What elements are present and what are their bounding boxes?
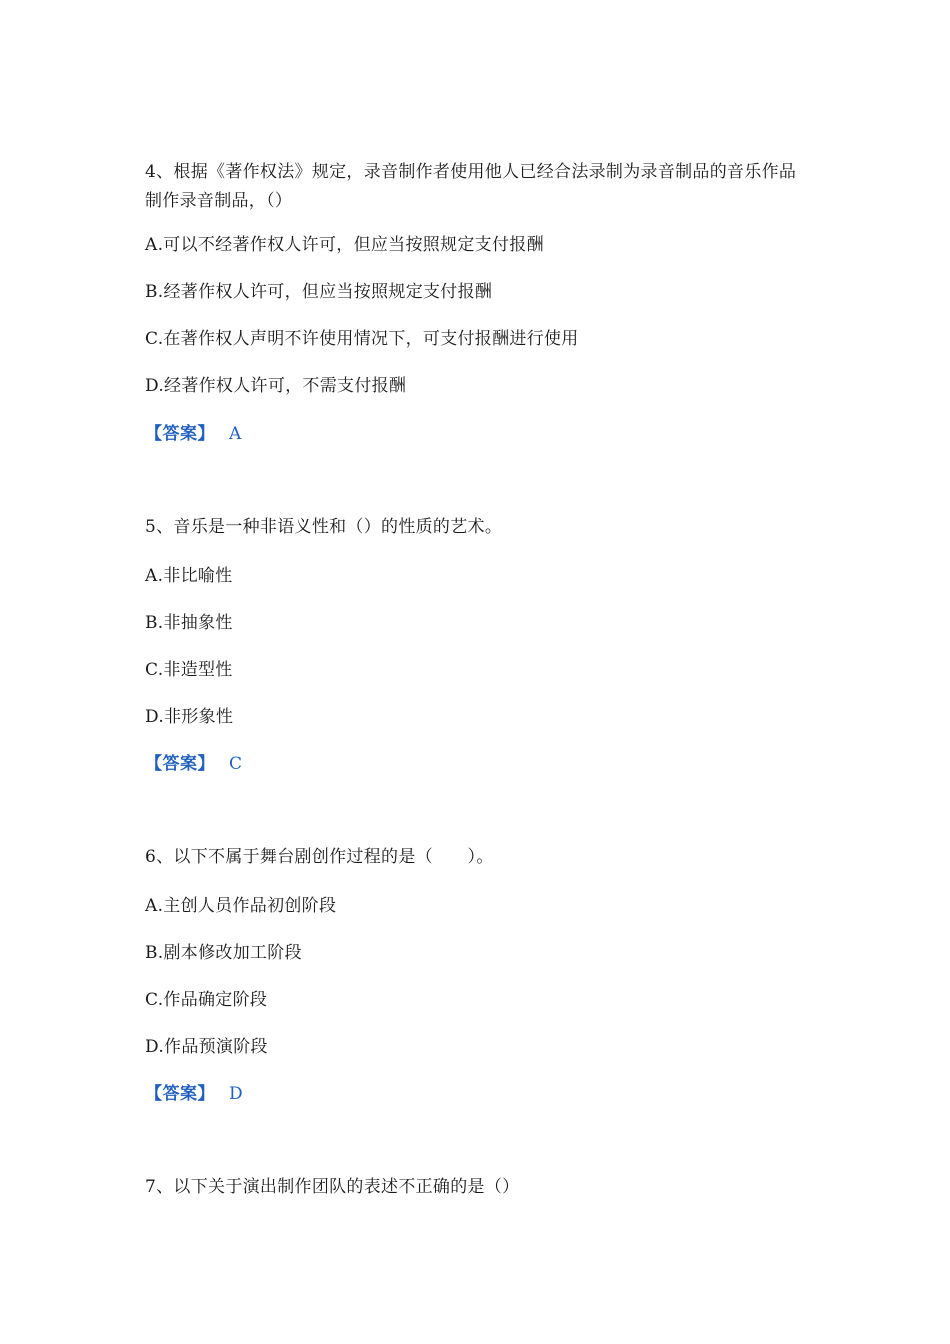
question-5-option-c: C.非造型性: [145, 660, 233, 680]
question-6-stem: 6、以下不属于舞台剧创作过程的是（ ）。: [145, 847, 494, 867]
question-6-option-d: D.作品预演阶段: [145, 1037, 268, 1057]
question-5-stem: 5、音乐是一种非语义性和（）的性质的艺术。: [145, 517, 503, 537]
answer-value: D: [229, 1084, 243, 1104]
question-7-stem: 7、以下关于演出制作团队的表述不正确的是（）: [145, 1177, 520, 1197]
question-5-option-a: A.非比喻性: [145, 566, 233, 586]
answer-value: A: [229, 424, 242, 444]
question-4-option-c: C.在著作权人声明不许使用情况下，可支付报酬进行使用: [145, 329, 579, 349]
question-4-option-b: B.经著作权人许可，但应当按照规定支付报酬: [145, 282, 493, 302]
question-4-option-d: D.经著作权人许可，不需支付报酬: [145, 376, 407, 396]
question-4-option-a: A.可以不经著作权人许可，但应当按照规定支付报酬: [145, 235, 544, 255]
question-4-answer: [145, 422, 241, 446]
question-6-answer: [145, 1082, 243, 1106]
answer-value: C: [229, 754, 243, 774]
question-6-option-a: A.主创人员作品初创阶段: [145, 896, 337, 916]
answer-tag: 【答案】: [145, 424, 215, 444]
question-5-option-d: D.非形象性: [145, 707, 234, 727]
question-5-option-b: B.非抽象性: [145, 613, 233, 633]
answer-tag: 【答案】: [145, 1084, 215, 1104]
question-5-answer: [145, 752, 242, 776]
answer-tag: 【答案】: [145, 754, 215, 774]
question-4-stem: 4、根据《著作权法》规定，录音制作者使用他人已经合法录制为录音制品的音乐作品制作录音制品，（）: [145, 162, 797, 211]
question-6-option-b: B.剧本修改加工阶段: [145, 943, 302, 963]
question-6-option-c: C.作品确定阶段: [145, 990, 268, 1010]
